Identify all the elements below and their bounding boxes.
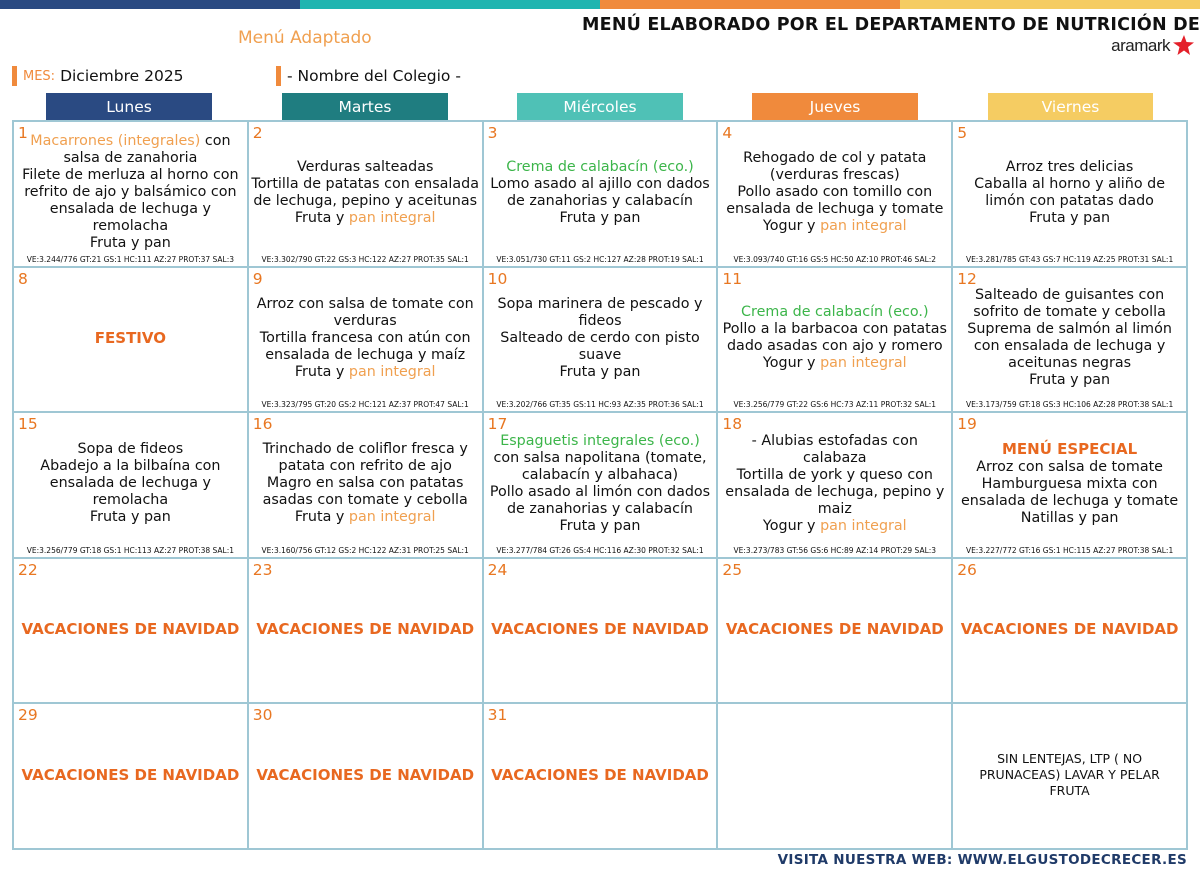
day-cell [248, 558, 483, 704]
day-cell [952, 412, 1187, 558]
menu-content [251, 280, 480, 398]
menu-content [16, 134, 245, 252]
menu-text: - Alubias estofadas con calabaza [751, 432, 918, 466]
menu-content [486, 425, 715, 543]
menu-content [486, 134, 715, 252]
day-number: 4 [722, 124, 733, 142]
day-number: 1 [18, 124, 28, 142]
menu-line [720, 321, 949, 355]
top-bar-segment-yellow [900, 0, 1200, 9]
menu-text: Natillas y pan [1020, 509, 1119, 526]
day-cell [13, 703, 248, 849]
menu-text: pan integral [820, 517, 907, 534]
menu-line [16, 167, 245, 235]
menu-line [297, 159, 434, 176]
menu-line [763, 218, 907, 235]
menu-content [251, 425, 480, 543]
day-cell [13, 121, 248, 267]
menu-text: Yogur y [762, 355, 821, 372]
menu-line [486, 296, 715, 330]
day-header-viernes: Viernes [988, 93, 1153, 120]
menu-text: Lomo asado al ajillo con dados de zanahorias y calabacín [490, 175, 710, 209]
nutrition-info: VE:3.302/790 GT:22 GS:3 HC:122 AZ:27 PROT:35 SAL:1 [261, 254, 469, 264]
day-number: 29 [18, 706, 38, 725]
menu-line [763, 518, 907, 535]
menu-line [560, 210, 641, 227]
day-cell [248, 267, 483, 413]
notice-text: VACACIONES DE NAVIDAD [21, 620, 240, 639]
nutrition-info: VE:3.244/776 GT:21 GS:1 HC:111 AZ:27 PROT:37 SAL:3 [26, 254, 235, 264]
menu-text: Fruta y pan [559, 517, 641, 534]
menu-line [560, 518, 641, 535]
menu-line [486, 433, 715, 484]
menu-content [720, 134, 949, 252]
menu-text: Tortilla de york y queso con ensalada de lechuga, pepino y maiz [725, 466, 945, 517]
day-cell [952, 121, 1187, 267]
menu-calendar-grid [12, 120, 1188, 850]
menu-content [955, 280, 1184, 398]
notice-text: VACACIONES DE NAVIDAD [256, 620, 475, 639]
day-cell [717, 412, 952, 558]
menu-line [720, 433, 949, 467]
menu-text: Tortilla francesa con atún con ensalada de lechuga y maíz [259, 329, 471, 363]
day-number: 23 [252, 560, 273, 579]
menu-line [90, 235, 171, 252]
menu-line [741, 304, 928, 321]
menu-text: Espaguetis integrales (eco.) [500, 432, 700, 449]
day-cell [248, 121, 483, 267]
day-cell [952, 267, 1187, 413]
menu-content [955, 134, 1184, 252]
menu-content [486, 280, 715, 398]
day-number: 22 [18, 560, 38, 579]
star-icon [1170, 34, 1196, 58]
month-field [12, 66, 269, 86]
day-number: 31 [487, 706, 508, 725]
menu-line [251, 296, 480, 330]
menu-content [955, 716, 1184, 834]
day-number: 2 [252, 124, 263, 142]
menu-text: Yogur y [762, 517, 821, 534]
menu-content [16, 425, 245, 543]
menu-text: Salteado de cerdo con pisto suave [500, 329, 700, 363]
menu-line [955, 476, 1184, 510]
menu-text: Suprema de salmón al limón con ensalada de lechuga y aceitunas negras [967, 321, 1172, 372]
nutrition-info: VE:3.227/772 GT:16 GS:1 HC:115 AZ:27 PROT:38 SAL:1 [965, 545, 1174, 555]
menu-text: Verduras salteadas [296, 158, 434, 175]
day-header-miercoles: Miércoles [517, 93, 683, 120]
menu-text: Fruta y pan [1029, 209, 1111, 226]
day-cell [952, 703, 1187, 849]
menu-line [955, 176, 1184, 210]
menu-content [720, 571, 949, 689]
top-bar-segment-teal [300, 0, 600, 9]
menu-text: Tortilla de patatas con ensalada de lechuga, pepino y aceitunas [251, 175, 479, 209]
menu-text: Fruta y pan [89, 509, 171, 526]
day-cell [13, 412, 248, 558]
menu-content [16, 716, 245, 834]
page-title: MENÚ ELABORADO POR EL DEPARTAMENTO DE NUTRICIÓN DE [582, 15, 1200, 35]
day-cell [483, 267, 718, 413]
menu-content [720, 425, 949, 543]
school-name: - Nombre del Colegio - [287, 67, 461, 85]
nutrition-info: VE:3.160/756 GT:12 GS:2 HC:122 AZ:31 PROT:25 SAL:1 [261, 545, 469, 555]
menu-line [486, 176, 715, 210]
school-field [276, 66, 1193, 86]
day-number: 26 [957, 560, 977, 579]
menu-line [30, 133, 230, 150]
menu-content [16, 571, 245, 689]
day-cell [248, 703, 483, 849]
menu-line [506, 159, 693, 176]
menu-text: Fruta y [294, 209, 349, 226]
menu-line [486, 330, 715, 364]
menu-content [486, 716, 715, 834]
day-cell [483, 412, 718, 558]
nutrition-info: VE:3.256/779 GT:18 GS:1 HC:113 AZ:27 PROT:38 SAL:1 [26, 545, 235, 555]
day-number: 18 [722, 415, 743, 434]
day-cell [717, 267, 952, 413]
menu-text: Yogur y [762, 218, 821, 235]
top-bar-segment-blue [0, 0, 300, 9]
menu-line [251, 441, 480, 475]
menu-text: Fruta y pan [89, 235, 171, 252]
day-number: 17 [487, 415, 508, 434]
menu-content [251, 571, 480, 689]
menu-text: Pollo asado con tomillo con ensalada de lechuga y tomate [726, 184, 944, 218]
day-number: 8 [18, 269, 28, 288]
day-number: 30 [252, 706, 273, 725]
menu-line [560, 364, 641, 381]
notice-text: FESTIVO [94, 328, 166, 347]
day-number: 19 [957, 415, 977, 434]
menu-line [16, 458, 245, 509]
menu-text: pan integral [820, 218, 907, 235]
menu-text: Rehogado de col y patata (verduras frescas) [743, 150, 927, 184]
website-footer: VISITA NUESTRA WEB: WWW.ELGUSTODECRECER.ES [777, 852, 1187, 868]
menu-content [16, 280, 245, 398]
menu-text: Fruta y [294, 363, 349, 380]
menu-content [955, 571, 1184, 689]
menu-text: pan integral [820, 355, 907, 372]
day-cell [952, 558, 1187, 704]
menu-line [720, 184, 949, 218]
menu-text: salsa de zanahoria [63, 150, 198, 167]
notice-text: VACACIONES DE NAVIDAD [256, 765, 475, 784]
menu-content [955, 425, 1184, 543]
top-color-bar [0, 0, 1200, 9]
menu-text: Fruta y [294, 509, 349, 526]
nutrition-info: VE:3.323/795 GT:20 GS:2 HC:121 AZ:37 PROT:47 SAL:1 [261, 400, 469, 410]
menu-text: Abadejo a la bilbaína con ensalada de lechuga y remolacha [40, 458, 221, 509]
menu-line [295, 509, 436, 526]
menu-line [955, 287, 1184, 321]
menu-text: Crema de calabacín (eco.) [741, 304, 929, 321]
day-header-lunes: Lunes [46, 93, 212, 120]
menu-text: Salteado de guisantes con sofrito de tomate y cebolla [973, 287, 1166, 321]
day-number: 12 [957, 269, 977, 288]
nutrition-info: VE:3.273/783 GT:56 GS:6 HC:89 AZ:14 PROT:29 SAL:3 [733, 545, 937, 555]
menu-text: Arroz tres delicias [1005, 158, 1134, 175]
menu-line [63, 150, 197, 167]
menu-text: Crema de calabacín (eco.) [506, 158, 694, 175]
month-label: MES: [23, 68, 56, 84]
menu-text: Hamburguesa mixta con ensalada de lechuga y tomate [961, 475, 1179, 509]
day-cell [13, 267, 248, 413]
menu-line [720, 467, 949, 518]
menu-line [251, 176, 480, 210]
menu-text: Filete de merluza al horno con refrito de ajo y balsámico con ensalada de lechuga y remolacha [22, 167, 239, 235]
dietary-note: SIN LENTEJAS, LTP ( NO PRUNACEAS) LAVAR Y PELAR FRUTA [979, 751, 1160, 799]
aramark-logo [1111, 33, 1196, 59]
nutrition-info: VE:3.281/785 GT:43 GS:7 HC:119 AZ:25 PROT:31 SAL:1 [965, 254, 1174, 264]
menu-line [295, 210, 436, 227]
menu-content [486, 571, 715, 689]
notice-text: VACACIONES DE NAVIDAD [491, 620, 709, 639]
day-cell [248, 412, 483, 558]
menu-text: con [200, 133, 231, 150]
menu-line [1002, 441, 1137, 459]
menu-line [1006, 159, 1134, 176]
day-header-martes: Martes [282, 93, 448, 120]
month-value: Diciembre 2025 [60, 67, 184, 85]
menu-text: Macarrones (integrales) [30, 133, 201, 150]
menu-line [78, 441, 184, 458]
notice-text: VACACIONES DE NAVIDAD [725, 620, 944, 639]
day-cell [717, 703, 952, 849]
nutrition-info: VE:3.277/784 GT:26 GS:4 HC:116 AZ:30 PROT:32 SAL:1 [496, 545, 704, 555]
menu-line [955, 321, 1184, 372]
menu-text: Fruta y pan [559, 209, 641, 226]
menu-line [976, 459, 1163, 476]
menu-text: MENÚ ESPECIAL [1002, 439, 1138, 458]
menu-text: con salsa napolitana (tomate, calabacín y albahaca) [493, 449, 707, 483]
nutrition-info: VE:3.051/730 GT:11 GS:2 HC:127 AZ:28 PROT:19 SAL:1 [496, 254, 704, 264]
menu-text: Pollo a la barbacoa con patatas dado asadas con ajo y romero [722, 321, 947, 355]
menu-text: Arroz con salsa de tomate [976, 458, 1163, 475]
day-cell [483, 558, 718, 704]
menu-line [251, 330, 480, 364]
menu-content [720, 716, 949, 834]
notice-text: VACACIONES DE NAVIDAD [960, 620, 1179, 639]
day-number: 16 [252, 415, 273, 434]
menu-text: Pollo asado al limón con dados de zanahorias y calabacín [489, 483, 711, 517]
notice-text: VACACIONES DE NAVIDAD [21, 765, 240, 784]
menu-line [90, 509, 171, 526]
menu-text: Arroz con salsa de tomate con verduras [256, 295, 474, 329]
day-number: 15 [18, 415, 38, 434]
day-number: 11 [722, 269, 743, 288]
day-number: 25 [722, 560, 743, 579]
day-number: 24 [487, 560, 508, 579]
menu-subtitle: Menú Adaptado [238, 28, 372, 48]
menu-content [720, 280, 949, 398]
menu-content [251, 716, 480, 834]
day-number: 10 [487, 269, 508, 288]
menu-text: pan integral [348, 363, 436, 380]
menu-text: Fruta y pan [559, 363, 641, 380]
nutrition-info: VE:3.093/740 GT:16 GS:5 HC:50 AZ:10 PROT:46 SAL:2 [733, 254, 937, 264]
menu-line [251, 475, 480, 509]
menu-text: Trinchado de coliflor fresca y patata con refrito de ajo [262, 441, 468, 475]
menu-line [1029, 372, 1110, 389]
day-cell [13, 558, 248, 704]
day-number: 3 [487, 124, 498, 142]
nutrition-info: VE:3.202/766 GT:35 GS:11 HC:93 AZ:35 PROT:36 SAL:1 [496, 400, 704, 410]
menu-text: Sopa marinera de pescado y fideos [497, 295, 703, 329]
menu-line [486, 484, 715, 518]
menu-line [763, 355, 907, 372]
menu-text: Fruta y pan [1029, 372, 1111, 389]
day-cell [717, 558, 952, 704]
menu-content [251, 134, 480, 252]
nutrition-info: VE:3.256/779 GT:22 GS:6 HC:73 AZ:11 PROT:32 SAL:1 [733, 400, 937, 410]
menu-text: pan integral [348, 209, 436, 226]
menu-text: Caballa al horno y aliño de limón con patatas dado [974, 175, 1166, 209]
day-number: 5 [957, 124, 968, 142]
nutrition-info: VE:3.173/759 GT:18 GS:3 HC:106 AZ:28 PROT:38 SAL:1 [965, 400, 1174, 410]
day-header-jueves: Jueves [752, 93, 918, 120]
day-cell [483, 703, 718, 849]
menu-line [295, 364, 436, 381]
day-cell [717, 121, 952, 267]
menu-line [720, 150, 949, 184]
menu-text: pan integral [348, 509, 436, 526]
notice-text: VACACIONES DE NAVIDAD [491, 765, 709, 784]
menu-text: Magro en salsa con patatas asadas con tomate y cebolla [262, 475, 468, 509]
menu-text: Sopa de fideos [77, 441, 184, 458]
top-bar-segment-orange [600, 0, 900, 9]
day-cell [483, 121, 718, 267]
day-number: 9 [252, 269, 263, 288]
menu-line [1021, 510, 1119, 527]
menu-line [1029, 210, 1110, 227]
logo-text: aramark [1111, 36, 1170, 55]
